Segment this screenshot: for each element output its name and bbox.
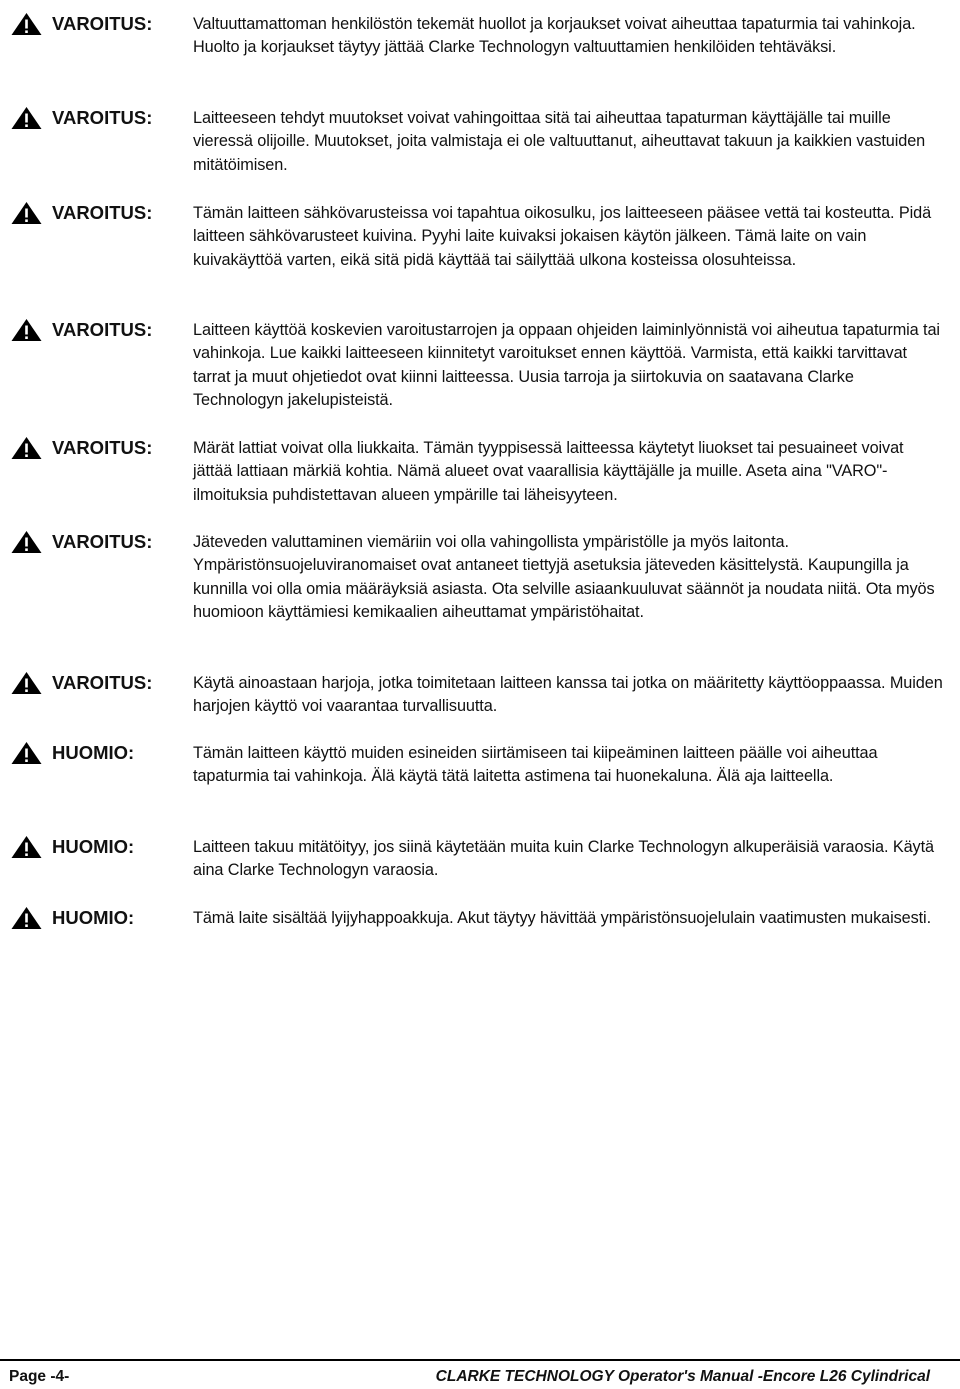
warning-text: Tämän laitteen sähkövarusteissa voi tapahtua oikosulku, jos laitteeseen pääsee vettä tai kosteutta. Pidä laitteen sähkövarusteet kuivina. Pyyhi laite kuivaksi jokaisen käytön jälkeen. Tämä laite on vain kuivakäyttöä varten, eikä sitä pidä käyttää tai säilyttää ulkona kosteissa olosuhteissa. (193, 204, 932, 269)
warning-triangle-icon (10, 741, 43, 765)
warning-triangle-icon (10, 436, 43, 460)
warning-label-text: VAROITUS: (52, 13, 153, 34)
warning-text: Valtuuttamattoman henkilöstön tekemät huollot ja korjaukset voivat aiheuttaa tapaturmia tai vahinkoja. Huolto ja korjaukset täytyy jättää Clarke Technologyn valtuuttamien henkilöiden tehtäväksi. (193, 15, 916, 57)
warning-triangle-icon (10, 318, 43, 342)
warning-label (10, 106, 152, 130)
warning-label (10, 530, 152, 554)
warning-label (10, 671, 152, 695)
warning-label (10, 201, 152, 225)
warning-label-text: VAROITUS: (52, 531, 153, 552)
warning-label-text: HUOMIO: (52, 836, 135, 857)
warning-triangle-icon (10, 106, 43, 130)
warning-label-text: VAROITUS: (52, 107, 153, 128)
warning-label-text: VAROITUS: (52, 202, 153, 223)
warning-text: Laitteeseen tehdyt muutokset voivat vahingoittaa sitä tai aiheuttaa tapaturman käyttäjälle tai muille vieressä olijoille. Muutokset, joita valmistaja ei ole valtuuttanut, aiheuttavat takuun ja kaikkien vastuiden mitätöimisen. (193, 109, 926, 174)
footer-page-number: Page -4- (9, 1368, 70, 1385)
warning-text: Märät lattiat voivat olla liukkaita. Tämän tyyppisessä laitteessa käytetyt liuokset tai pesuaineet voivat jättää lattiaan märkiä kohtia. Nämä alueet ovat vaarallisia käyttäjälle ja muille. Aseta aina "VARO"-ilmoituksia puhdistettavan alueen ympärille tai läheisyyteen. (193, 439, 904, 504)
warning-text: Laitteen käyttöä koskevien varoitustarrojen ja oppaan ohjeiden laiminlyönnistä voi aiheutua tapaturmia tai vahinkoja. Lue kaikki laitteeseen kiinnitetyt varoitukset ennen käyttöä. Varmista, että kaikki tarvittavat tarrat ja muut ohjetiedot ovat kiinni laitteessa. Uusia tarroja ja siirtokuvia on saatavana Clarke Technologyn jakelupisteistä. (193, 321, 940, 410)
warning-label-text: HUOMIO: (52, 907, 135, 928)
warning-label-text: HUOMIO: (52, 742, 135, 763)
warning-triangle-icon (10, 12, 43, 36)
warning-label (10, 835, 134, 859)
footer-title: CLARKE TECHNOLOGY Operator's Manual -Encore L26 Cylindrical (435, 1368, 930, 1385)
warning-label (10, 436, 152, 460)
warning-text: Käytä ainoastaan harjoja, jotka toimitetaan laitteen kanssa tai jotka on määritetty käyttöoppaassa. Muiden harjojen käyttö voi vaarantaa turvallisuutta. (193, 674, 943, 716)
warning-label (10, 12, 152, 36)
warning-label-text: VAROITUS: (52, 319, 153, 340)
warning-label-text: VAROITUS: (52, 672, 153, 693)
warning-label-text: VAROITUS: (52, 437, 153, 458)
warning-triangle-icon (10, 201, 43, 225)
warning-text: Tämän laitteen käyttö muiden esineiden siirtämiseen tai kiipeäminen laitteen päälle voi aiheuttaa tapaturmia tai vahinkoja. Älä käytä tätä laitetta astimena tai huonekaluna. Älä aja laitteella. (193, 744, 878, 786)
footer-divider (0, 1359, 960, 1361)
warning-triangle-icon (10, 530, 43, 554)
warning-text: Tämä laite sisältää lyijyhappoakkuja. Akut täytyy hävittää ympäristönsuojelulain vaatimusten mukaisesti. (193, 909, 931, 927)
warning-text: Jäteveden valuttaminen viemäriin voi olla vahingollista ympäristölle ja myös laitonta. Ympäristönsuojeluviranomaiset ovat antaneet tiettyjä asetuksia jäteveden käsittelystä. Kaupungilla ja kunnilla voi olla omia määräyksiä asiasta. Ota selville asiaankuuluvat säännöt ja noudata niitä. Ota myös huomioon käyttämiesi kemikaalien aiheuttamat ympäristöhaitat. (193, 533, 935, 622)
warning-triangle-icon (10, 906, 43, 930)
warning-label (10, 906, 134, 930)
warning-triangle-icon (10, 671, 43, 695)
warning-triangle-icon (10, 835, 43, 859)
warning-text: Laitteen takuu mitätöityy, jos siinä käytetään muita kuin Clarke Technologyn alkuperäisiä varaosia. Käytä aina Clarke Technologyn varaosia. (193, 838, 934, 880)
warning-label (10, 741, 134, 765)
warning-label (10, 318, 152, 342)
